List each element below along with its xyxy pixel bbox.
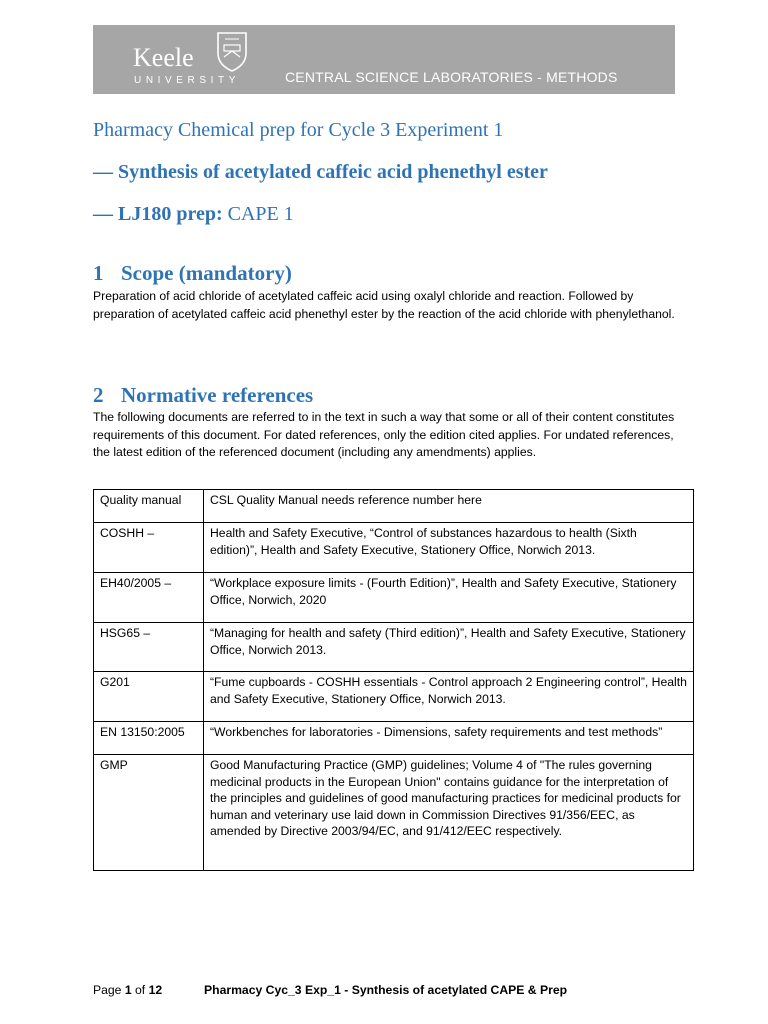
- reference-code-cell: HSG65 –: [94, 623, 204, 672]
- table-row: [94, 573, 694, 623]
- university-crest-icon: [215, 31, 249, 73]
- logo-subtitle: UNIVERSITY: [134, 75, 241, 86]
- page-current: 1: [124, 983, 132, 997]
- section-heading-scope: [93, 261, 292, 286]
- section-heading-normative-references: [93, 383, 313, 408]
- logo-wordmark: Keele: [133, 43, 194, 72]
- keele-university-logo: [133, 31, 283, 89]
- table-row: [94, 722, 694, 755]
- reference-description-cell: “Workbenches for laboratories - Dimensions, safety requirements and test methods”: [204, 722, 694, 755]
- document-title-line-1: Pharmacy Chemical prep for Cycle 3 Experiment 1: [93, 119, 504, 141]
- table-row: [94, 490, 694, 523]
- page-footer: [93, 983, 568, 997]
- title-prep-label: — LJ180 prep:: [93, 203, 223, 225]
- page-of-label: of: [131, 983, 149, 997]
- table-row: [94, 755, 694, 871]
- reference-code-cell: COSHH –: [94, 523, 204, 573]
- page-label: Page: [93, 983, 125, 997]
- reference-code-cell: GMP: [94, 755, 204, 871]
- reference-code-cell: G201: [94, 672, 204, 722]
- section-number: 1: [93, 261, 104, 285]
- references-table: [93, 489, 694, 871]
- section-title: Scope (mandatory): [121, 261, 292, 285]
- scope-paragraph: Preparation of acid chloride of acetylated caffeic acid using oxalyl chloride and reaction. Followed by preparation of acetylated caffeic acid phenethyl ester by the reaction of the acid chloride with phenylethanol.: [93, 289, 675, 321]
- reference-description-cell: “Managing for health and safety (Third edition)”, Health and Safety Executive, Stationery Office, Norwich 2013.: [204, 623, 694, 672]
- reference-code-cell: EH40/2005 –: [94, 573, 204, 623]
- reference-code-cell: EN 13150:2005: [94, 722, 204, 755]
- reference-description-cell: Health and Safety Executive, “Control of substances hazardous to health (Sixth edition)”, Health and Safety Executive, Stationery Office, Norwich 2013.: [204, 523, 694, 573]
- table-row: [94, 623, 694, 672]
- reference-description-cell: “Workplace exposure limits - (Fourth Edition)”, Health and Safety Executive, Stationery Office, Norwich, 2020: [204, 573, 694, 623]
- section-number: 2: [93, 383, 104, 407]
- reference-description-cell: “Fume cupboards - COSHH essentials - Control approach 2 Engineering control”, Health and Safety Executive, Stationery Office, Norwich 2013.: [204, 672, 694, 722]
- page-total: 12: [148, 983, 163, 997]
- section-title: Normative references: [121, 383, 314, 407]
- table-row: [94, 672, 694, 722]
- footer-document-title: Pharmacy Cyc_3 Exp_1 - Synthesis of acetylated CAPE & Prep: [204, 983, 568, 997]
- reference-code-cell: Quality manual: [94, 490, 204, 523]
- header-banner: [93, 25, 675, 94]
- document-title-line-2: — Synthesis of acetylated caffeic acid phenethyl ester: [93, 161, 548, 183]
- header-title: CENTRAL SCIENCE LABORATORIES - METHODS: [285, 69, 618, 85]
- document-title-line-3: [93, 203, 294, 226]
- normative-references-paragraph: The following documents are referred to in the text in such a way that some or all of their content constitutes requirements of this document. For dated references, only the edition cited applies. For undated references, the latest edition of the referenced document (including any amendments) applies.: [93, 410, 675, 460]
- reference-description-cell: CSL Quality Manual needs reference number here: [204, 490, 694, 523]
- reference-description-cell: Good Manufacturing Practice (GMP) guidelines; Volume 4 of "The rules governing medicinal products in the European Union" contains guidance for the interpretation of the principles and guidelines of good manufacturing practices for medicinal products for human and veterinary use laid down in Commission Directives 91/356/EEC, as amended by Directive 2003/94/EC, and 91/412/EEC respectively.: [204, 755, 694, 871]
- table-row: [94, 523, 694, 573]
- title-prep-value: CAPE 1: [222, 203, 294, 225]
